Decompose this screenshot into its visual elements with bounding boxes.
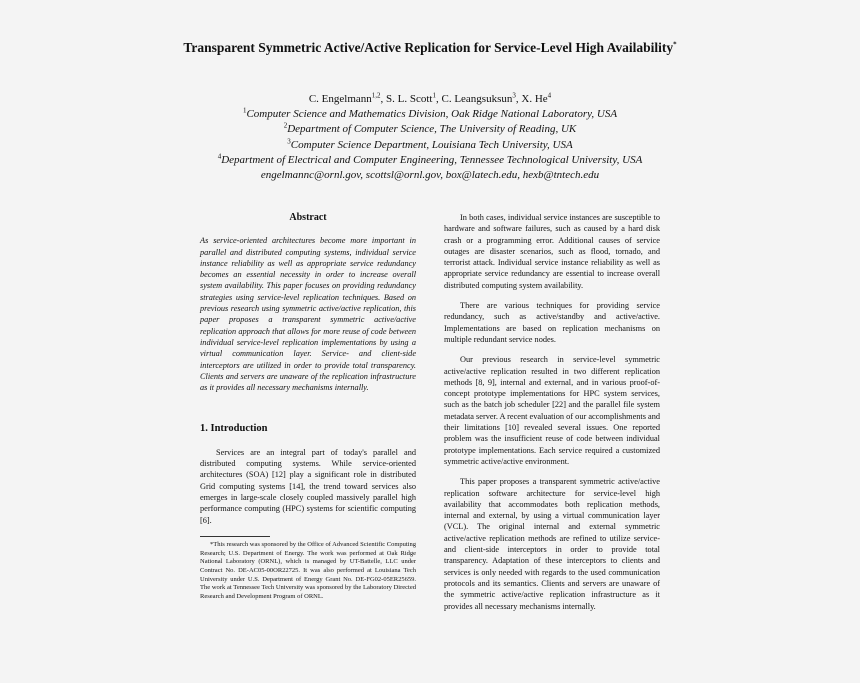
body-paragraph-2: There are various techniques for providing service redundancy, such as active/standby and active/active. Implementations are based on replication mechanisms on multiple redundant service nodes. <box>444 301 660 344</box>
footnote-rule <box>200 536 270 537</box>
body-paragraph-1: In both cases, individual service instances are susceptible to hardware and software failures, such as caused by a hard disk crash or a programming error. Additional causes of service outages are disaster scenarios, such as flood, tornado, and terrorist attack. Individual service instance reliability as well as appropriate service redundancy are essential to increase overall distributed computing system availability. <box>444 213 660 290</box>
body-paragraph-3: Our previous research in service-level symmetric active/active replication resulted in two different replication methods [8, 9], internal and external, and in various proof-of-concept prototype implementations for HPC system services, such as the batch job scheduler [22] and the parallel file system metadata server. A recent evaluation of our accomplishments and their limitations [10] revealed several issues. One reported problem was the insufficient reuse of code between individual prototype implementations. Each service required a customized symmetric active/active environment. <box>444 355 660 466</box>
paper-title: Transparent Symmetric Active/Active Replication for Service-Level High Availability* <box>183 40 677 55</box>
author-emails: engelmannc@ornl.gov, scottsl@ornl.gov, box@latech.edu, hexb@tntech.edu <box>260 169 600 182</box>
right-column <box>444 212 660 621</box>
abstract-heading: Abstract <box>289 212 327 223</box>
left-column <box>200 212 416 602</box>
affiliation-4: $^4$Department of Electrical and Computer Engineering, Tennessee Technological University, USA <box>217 152 643 166</box>
abstract-text: As service-oriented architectures become more important in parallel and distributed computing systems, individual service instance reliability as well as appropriate service redundancy becomes an essential necessity in order to increase overall system availability. This paper focuses on providing redundancy strategies using service-level replication techniques. Based on previous research using symmetric active/active replication, this paper proposes a transparent symmetric active/active replication approach that allows for more reuse of code between individual service-level replication implementations by using a virtual communication layer. Service- and client-side interceptors are utilized in order to provide total transparency. Clients and servers are unaware of the replication infrastructure as it provides all necessary mechanisms internally. <box>200 236 416 393</box>
affiliation-2: $^2$Department of Computer Science, The University of Reading, UK <box>283 121 577 136</box>
author-names: C. Engelmann$^{1,2}$, S. L. Scott$^1$, C. Leangsuksun$^3$, X. He$^4$ <box>308 91 552 105</box>
title-footnote-mark: * <box>673 40 677 49</box>
intro-paragraph: Services are an integral part of today's parallel and distributed computing systems. While service-oriented architectures (SOA) [12] play a significant role in distributed Grid computing systems [14], the trend toward services also emerges in large-scale closely coupled massively parallel high performance computing (HPC) systems for scientific computing [6]. <box>200 447 416 525</box>
footnote-text: *This research was sponsored by the Office of Advanced Scientific Computing Research; U.S. Department of Energy. The work was performed at Oak Ridge National Laboratory (ORNL), which is managed by UT-Battelle, LLC under Contract No. DE-AC05-00OR22725. It was also performed at Louisiana Tech University under U.S. Department of Energy Grant No. DE-FG02-05ER25659. The work at Tennessee Tech University was sponsored by the Laboratory Directed Research and Development Program of ORNL. <box>200 540 416 601</box>
affiliation-3: $^3$Computer Science Department, Louisiana Tech University, USA <box>287 136 573 151</box>
affiliation-1: $^1$Computer Science and Mathematics Division, Oak Ridge National Laboratory, USA <box>242 106 618 121</box>
body-paragraph-4: This paper proposes a transparent symmetric active/active replication software architecture for service-level high availability that accommodates both replication methods, internal and external, by using a virtual communication layer (VCL). The original internal and external symmetric active/active replication methods are refined to utilize service- and client-side interceptors in order to provide total transparency. Adaptation of these interceptors to clients and services is only needed with regards to the used communication protocols and its semantics. Clients and servers are unaware of the symmetric active/active replication infrastructure as it provides all necessary mechanisms internally. <box>444 477 660 611</box>
author-block <box>150 92 710 183</box>
section-heading-introduction: 1. Introduction <box>200 423 268 435</box>
